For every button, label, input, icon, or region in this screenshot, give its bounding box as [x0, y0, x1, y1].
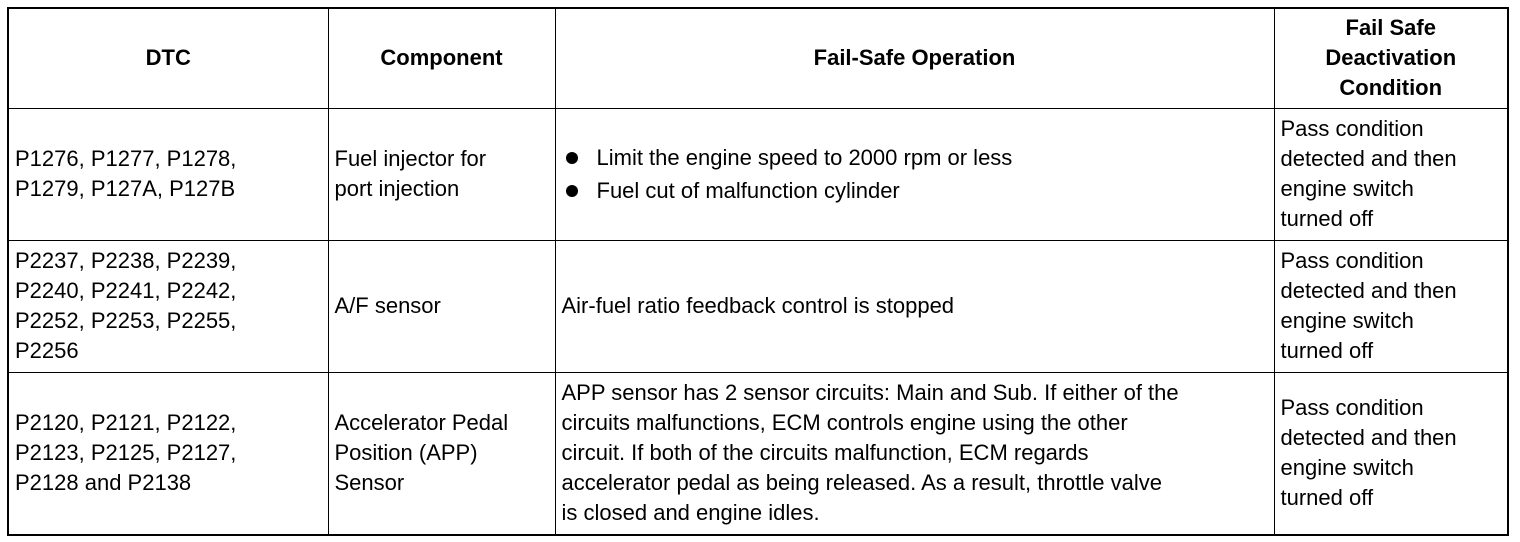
component-cell [328, 240, 555, 372]
table-row [8, 372, 1508, 535]
header-component: Component [328, 8, 555, 108]
fail-safe-table [7, 7, 1509, 536]
dtc-line: P2240, P2241, P2242, [15, 278, 237, 303]
header-line: Condition [1339, 75, 1443, 101]
deactivation-line: detected and then [1280, 425, 1457, 451]
header-dtc: DTC [8, 8, 328, 108]
table-header-row [8, 8, 1508, 108]
deactivation-line: engine switch [1280, 455, 1414, 481]
operation-bullet-text: Limit the engine speed to 2000 rpm or less [596, 145, 1013, 170]
dtc-line: P2128 and P2138 [15, 470, 192, 496]
operation-cell [555, 240, 1274, 372]
operation-cell [555, 108, 1274, 240]
deactivation-line: detected and then [1280, 146, 1457, 171]
operation-cell [555, 372, 1274, 535]
deactivation-line: turned off [1280, 206, 1374, 231]
operation-line: accelerator pedal as being released. As a result, throttle valve [561, 470, 1162, 496]
dtc-cell [8, 372, 328, 535]
component-line: Accelerator Pedal [334, 410, 509, 436]
dtc-line: P2252, P2253, P2255, [15, 308, 237, 333]
deactivation-line: Pass condition [1280, 395, 1424, 421]
deactivation-line: detected and then [1280, 278, 1457, 303]
operation-line: circuit. If both of the circuits malfunction, ECM regards [561, 440, 1089, 466]
component-line: Fuel injector for [334, 146, 487, 171]
dtc-line: P2120, P2121, P2122, [15, 410, 237, 436]
operation-line: is closed and engine idles. [561, 500, 820, 526]
deactivation-cell [1274, 372, 1508, 535]
operation-text: Air-fuel ratio feedback control is stopped [561, 293, 955, 318]
list-item [562, 174, 1268, 207]
bullet-dot-icon [566, 152, 578, 164]
component-line: Sensor [334, 470, 405, 496]
dtc-line: P2237, P2238, P2239, [15, 248, 237, 273]
header-line: Deactivation [1325, 45, 1457, 71]
header-fail-safe-operation: Fail-Safe Operation [555, 8, 1274, 108]
header-line: Fail Safe [1345, 15, 1436, 41]
operation-line: circuits malfunctions, ECM controls engine using the other [561, 410, 1128, 436]
list-item [562, 141, 1268, 174]
operation-line: APP sensor has 2 sensor circuits: Main and Sub. If either of the [561, 380, 1179, 406]
bullet-dot-icon [566, 185, 578, 197]
dtc-line: P2256 [15, 338, 79, 363]
deactivation-line: engine switch [1280, 176, 1414, 201]
component-line: A/F sensor [334, 293, 441, 318]
deactivation-line: Pass condition [1280, 248, 1424, 273]
dtc-line: P1276, P1277, P1278, [15, 146, 237, 171]
table-row [8, 108, 1508, 240]
dtc-cell [8, 240, 328, 372]
component-cell [328, 108, 555, 240]
component-line: port injection [334, 176, 460, 201]
component-cell [328, 372, 555, 535]
deactivation-cell [1274, 108, 1508, 240]
deactivation-line: Pass condition [1280, 116, 1424, 141]
dtc-line: P2123, P2125, P2127, [15, 440, 237, 466]
dtc-line: P1279, P127A, P127B [15, 176, 236, 201]
operation-bullet-text: Fuel cut of malfunction cylinder [596, 178, 900, 203]
header-deactivation-condition [1274, 8, 1508, 108]
operation-bullet-list [562, 141, 1268, 207]
component-line: Position (APP) [334, 440, 478, 466]
table-row [8, 240, 1508, 372]
deactivation-line: turned off [1280, 338, 1374, 363]
dtc-cell [8, 108, 328, 240]
deactivation-cell [1274, 240, 1508, 372]
deactivation-line: turned off [1280, 485, 1374, 511]
deactivation-line: engine switch [1280, 308, 1414, 333]
